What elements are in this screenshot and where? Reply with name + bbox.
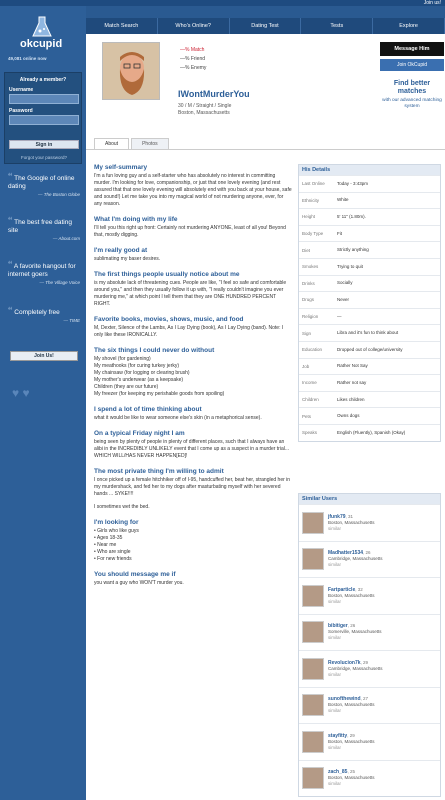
detail-value: Fit <box>337 230 342 236</box>
detail-row <box>299 258 440 275</box>
similar-link[interactable]: similar <box>328 562 341 568</box>
similar-link[interactable]: similar <box>328 781 341 787</box>
similar-user-name[interactable]: jfunk79 <box>328 513 346 520</box>
similar-link[interactable]: similar <box>328 708 341 714</box>
detail-key: Education <box>302 347 323 353</box>
essay-body: is my absolute lack of threatening cues. People are like, "I feel so safe and comfortable around you," and then they usually follow it up with, "I really couldn't imagine you ever murdering me," at which point I tell them that they are ONE HUNDRED PERCENT RIGHT. <box>94 280 287 307</box>
similar-user-name[interactable]: Revolucion7k <box>328 659 361 666</box>
detail-value: Libra and it's fun to think about <box>337 330 399 336</box>
password-label: Password <box>9 108 33 114</box>
detail-key: Diet <box>302 247 311 253</box>
similar-user[interactable] <box>299 687 440 724</box>
essay-six-things <box>94 347 292 398</box>
detail-row <box>299 374 440 391</box>
similar-user-age: , 27 <box>360 696 369 702</box>
quote-text: Completely free <box>14 309 60 316</box>
similar-user-age: , 26 <box>347 623 356 629</box>
detail-value: English (Fluently), Spanish (Okay) <box>337 429 406 435</box>
quote-text: The best free dating site <box>8 219 72 234</box>
essay-title: You should message me if <box>94 571 176 578</box>
detail-value: Rather not say <box>337 379 367 385</box>
similar-link[interactable]: similar <box>328 744 341 750</box>
essay-title: I spend a lot of time thinking about <box>94 406 202 413</box>
essay-body: being seen by plenty of people in plenty of different places, such that I always have an alibi in the INCREDIBLY UNLIKELY event that I come up as a suspect in a murder trial... WHICH WILL/HAS NEVER HAPPEN[ED]! <box>94 439 289 459</box>
forgot-password-link[interactable]: Forgot your password? <box>20 155 68 160</box>
quote-mark-icon: “ <box>8 216 13 227</box>
profile-username: IWontMurderYou <box>178 89 250 99</box>
detail-value: Today - 3:43pm <box>337 180 369 186</box>
nav-explore[interactable]: Explore <box>373 18 445 34</box>
detail-value: Owns dogs <box>337 413 360 419</box>
detail-row <box>299 391 440 408</box>
enemy-percent: —% Enemy <box>180 65 207 71</box>
list-item: My shovel (for gardening) <box>94 356 151 362</box>
brand-name: okcupid <box>20 38 63 50</box>
join-us-link[interactable]: Join us! <box>423 0 441 6</box>
similar-user[interactable] <box>299 760 440 797</box>
avatar[interactable] <box>302 585 324 607</box>
profile-photo[interactable] <box>102 42 160 100</box>
similar-user-location: Boston, Massachusetts <box>328 702 375 708</box>
similar-user[interactable] <box>299 723 440 760</box>
detail-row <box>299 308 440 325</box>
detail-key: Body Type <box>302 231 324 237</box>
essay-body: I'll tell you this right up front: Certainly not murdering ANYONE, least of all you! Beyond that, mostly digging. <box>94 225 286 238</box>
detail-key: Last Online <box>302 181 325 187</box>
essay-favorites <box>94 316 292 339</box>
essay-doing-with-life <box>94 216 292 239</box>
detail-key: Sign <box>302 330 312 336</box>
profile-main <box>86 34 445 800</box>
avatar[interactable] <box>302 658 324 680</box>
detail-row <box>299 341 440 358</box>
essay-private-thing <box>94 468 292 511</box>
list-item: My freezer (for keeping my perishable goods from spoiling) <box>94 391 225 397</box>
similar-user-location: Boston, Massachusetts <box>328 519 375 525</box>
detail-key: Drinks <box>302 280 315 286</box>
quote-voice <box>8 262 80 286</box>
avatar[interactable] <box>302 767 324 789</box>
essay-title: The most private thing I'm willing to admit <box>94 468 224 475</box>
username-input[interactable] <box>9 94 79 104</box>
essay-title: I'm looking for <box>94 519 139 526</box>
essay-looking-for <box>94 519 292 563</box>
detail-row <box>299 291 440 308</box>
tab-photos[interactable]: Photos <box>131 138 169 149</box>
detail-value: Rather Not Say <box>337 363 368 369</box>
essay-title: On a typical Friday night I am <box>94 430 185 437</box>
avatar[interactable] <box>302 694 324 716</box>
nav-match-search[interactable]: Match Search <box>86 18 158 34</box>
essay-friday-night <box>94 430 292 460</box>
similar-user-name[interactable]: Fartparticle <box>328 586 356 593</box>
friend-percent: —% Friend <box>180 56 206 62</box>
similar-user-location: Somerville, Massachusetts <box>328 629 382 635</box>
essay-title: I'm really good at <box>94 247 148 254</box>
details-heading: His Details <box>299 165 440 175</box>
detail-key: Religion <box>302 314 319 320</box>
quote-about <box>8 218 80 242</box>
similar-link[interactable]: similar <box>328 598 341 604</box>
essay-self-summary <box>94 164 292 208</box>
detail-key: Children <box>302 397 319 403</box>
find-better-matches-link[interactable]: Find better matches <box>393 80 431 95</box>
essay-title: The first things people usually notice about me <box>94 271 240 278</box>
match-percentages <box>180 46 206 73</box>
list-item: My meathooks (for curing turkey jerky) <box>94 363 180 369</box>
six-things-list <box>94 356 292 398</box>
detail-key: Pets <box>302 413 312 419</box>
detail-value: Likes children <box>337 396 365 402</box>
essay-thinking-about <box>94 406 292 422</box>
detail-value: White <box>337 197 349 203</box>
detail-row <box>299 241 440 258</box>
profile-stats: 30 / M / Straight / Single <box>178 103 232 109</box>
detail-row <box>299 275 440 292</box>
similar-user-name[interactable]: Madhatter1534 <box>328 550 364 557</box>
detail-value: Never <box>337 296 350 302</box>
quote-time <box>8 308 80 324</box>
quote-mark-icon: “ <box>8 306 13 317</box>
essay-body: I'm a fun loving guy and a self-starter who has absolutely no interest in committing murder. I'm looking for love, companionship, or just that one lovely evening (and rest assured that that one lovely evening will absolutely end with you back at your house, safe and sound!) Let me take you into my magical world of not murdering anyone, ever, for any reason. <box>94 173 292 207</box>
similar-user-location: Boston, Massachusetts <box>328 738 375 744</box>
list-item: • Who are single <box>94 549 131 555</box>
detail-key: Height <box>302 214 316 220</box>
online-count: 49,081 online now <box>8 56 47 61</box>
tab-about[interactable]: About <box>94 138 129 149</box>
detail-row <box>299 358 440 375</box>
quote-mark-icon: “ <box>8 260 13 271</box>
essay-title: My self-summary <box>94 164 148 171</box>
similar-user-location: Cambridge, Massachusetts <box>328 556 383 562</box>
essay-title: Favorite books, movies, shows, music, and food <box>94 316 244 323</box>
detail-row <box>299 225 440 242</box>
essay-message-if <box>94 571 292 587</box>
detail-row <box>299 192 440 209</box>
similar-user[interactable] <box>299 577 440 614</box>
sidebar-join-button[interactable]: Join Us! <box>10 351 78 361</box>
similar-link[interactable]: similar <box>328 635 341 641</box>
list-item: My mother's underwear (as a keepsake) <box>94 377 184 383</box>
quote-source: — TIME <box>63 318 80 323</box>
essay-body: I once picked up a female hitchhiker off of I-95, handcuffed her, beat her, strangled her in my murdershack, and fed her to my dogs after masturbating myself with her severed hands ... SYKE!!!! <box>94 477 291 497</box>
details-panel <box>298 164 441 442</box>
essay-title: The six things I could never do without <box>94 347 215 354</box>
similar-link[interactable]: similar <box>328 671 341 677</box>
quote-text: A favorite hangout for internet goers <box>8 263 76 278</box>
similar-link[interactable]: similar <box>328 525 341 531</box>
quote-mark-icon: “ <box>8 172 13 183</box>
nav-dating-test[interactable]: Dating Test <box>230 18 302 34</box>
essay-body: M, Dexter, Silence of the Lambs, As I Lay Dying (book), As I Lay Dying (band). Note: I only like these IRONICALLY. <box>94 325 284 338</box>
tab-divider <box>86 149 445 150</box>
quote-source: — The Village Voice <box>39 280 80 285</box>
similar-user-age: , 26 <box>363 550 371 556</box>
looking-for-list <box>94 528 292 563</box>
similar-users-panel <box>298 493 441 797</box>
detail-value: Trying to quit <box>337 263 363 269</box>
profile-tabs <box>94 138 171 149</box>
detail-value: 5' 11" (1.80m). <box>337 213 366 219</box>
detail-key: Ethnicity <box>302 197 320 203</box>
detail-row <box>299 424 440 441</box>
flask-icon <box>32 16 52 38</box>
essay-body: what it would be like to wear someone else's skin (in a metaphorical sense). <box>94 415 262 421</box>
list-item: • Near me <box>94 542 117 548</box>
quote-source: — About.com <box>52 236 80 241</box>
detail-key: Job <box>302 363 310 369</box>
join-okcupid-button[interactable]: Join OkCupid <box>380 59 444 71</box>
essay-body: sublimating my baser desires. <box>94 256 161 262</box>
similar-user-name[interactable]: bibitiger <box>328 623 348 630</box>
message-him-button[interactable]: Message Him <box>380 42 444 56</box>
detail-row <box>299 175 440 192</box>
detail-row <box>299 324 440 341</box>
similar-user-age: , 31 <box>345 513 354 519</box>
portrait-image <box>103 43 160 100</box>
quote-source: — The Boston Globe <box>37 192 80 197</box>
similar-user-age: , 29 <box>347 732 355 738</box>
left-sidebar <box>0 6 86 800</box>
hearts-decoration-icon: ♥ ♥ <box>12 386 30 400</box>
detail-key: Income <box>302 380 317 386</box>
avatar[interactable] <box>302 731 324 753</box>
similar-user-location: Boston, Massachusetts <box>328 775 375 781</box>
similar-user-name[interactable]: sunofthewind <box>328 696 361 703</box>
match-percent: —% Match <box>180 47 205 53</box>
find-better-subtext: with our advanced matching system <box>382 98 442 109</box>
list-item: • Ages 18-35 <box>94 535 123 541</box>
avatar[interactable] <box>302 548 324 570</box>
detail-row <box>299 407 440 424</box>
profile-location: Boston, Massachusetts <box>178 110 230 116</box>
list-item: Children (they are our future) <box>94 384 159 390</box>
essays-column <box>94 164 292 595</box>
detail-value: Socially <box>337 280 353 286</box>
okcupid-logo[interactable] <box>14 16 72 56</box>
essay-title: What I'm doing with my life <box>94 216 178 223</box>
similar-user-name[interactable]: stayfitty <box>328 732 348 739</box>
similar-user-location: Boston, Massachusetts <box>328 592 375 598</box>
essay-body: you want a guy who WON'T murder you. <box>94 580 184 586</box>
similar-user-age: , 25 <box>347 769 355 775</box>
username-label: Username <box>9 87 34 93</box>
essay-extra: I sometimes wet the bed. <box>94 504 150 510</box>
detail-key: Drugs <box>302 297 315 303</box>
similar-user-age: , 32 <box>355 586 363 592</box>
similar-user[interactable] <box>299 541 440 578</box>
quote-text: The Google of online dating <box>8 175 75 190</box>
similar-user[interactable] <box>299 650 440 687</box>
avatar[interactable] <box>302 621 324 643</box>
quote-globe <box>8 174 80 198</box>
similar-user-name[interactable]: zach_85 <box>328 769 348 776</box>
similar-user-age: , 29 <box>360 659 369 665</box>
avatar[interactable] <box>302 512 324 534</box>
detail-key: Smokes <box>302 264 319 270</box>
signin-button[interactable]: Sign in <box>9 140 79 149</box>
similar-heading: Similar Users <box>299 494 440 504</box>
list-item: • Girls who like guys <box>94 528 139 534</box>
list-item: My chainsaw (for logging or clearing brush) <box>94 370 190 376</box>
essay-good-at <box>94 247 292 263</box>
login-heading: Already a member? <box>19 77 67 83</box>
password-input[interactable] <box>9 115 79 125</box>
list-item: • For new friends <box>94 556 132 562</box>
detail-value: — <box>337 313 342 319</box>
nav-whos-online[interactable]: Who's Online? <box>158 18 230 34</box>
nav-tests[interactable]: Tests <box>301 18 373 34</box>
detail-row <box>299 208 440 225</box>
similar-user[interactable] <box>299 504 440 541</box>
essay-first-notice <box>94 271 292 308</box>
detail-key: Speaks <box>302 430 318 436</box>
similar-user[interactable] <box>299 614 440 651</box>
detail-value: Dropped out of college/university <box>337 346 403 352</box>
login-box <box>4 72 82 164</box>
similar-user-location: Cambridge, Massachusetts <box>328 665 383 671</box>
main-nav <box>86 18 445 34</box>
nav-top-band <box>86 6 445 18</box>
detail-value: Strictly anything <box>337 247 369 253</box>
